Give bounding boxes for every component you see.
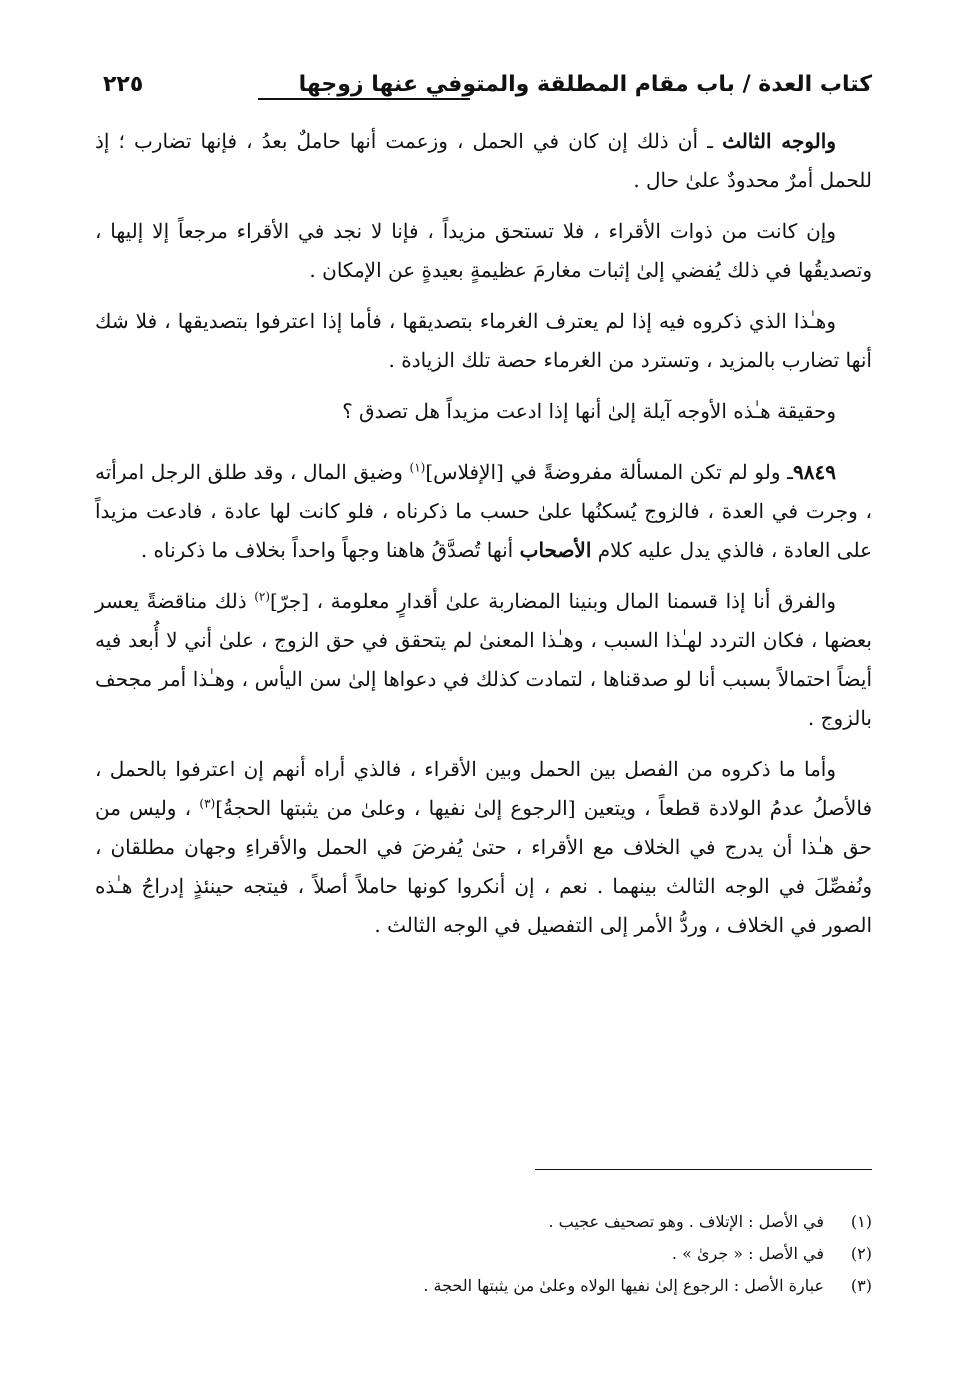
bold-term: الأصحاب bbox=[519, 538, 592, 562]
running-header bbox=[95, 72, 872, 112]
main-text bbox=[95, 122, 872, 957]
footnote bbox=[95, 1238, 872, 1270]
header-rule bbox=[258, 98, 470, 100]
paragraph: وأما ما ذكروه من الفصل بين الحمل وبين الأقراء ، فالذي أراه أنهم إن اعترفوا بالحمل ، فالأصلُ عدمُ الولادة قطعاً ، ويتعين [الرجوع إلىٰ نفيها ، وعلىٰ من يثبتها الحجةُ]$^{(٣)}$ ، وليس من حق هـٰذا أن يدرج في الخلاف مع الأقراء ، حتىٰ يُفرضَ في الحمل والأقراءِ وجهان مطلقان ، ونُفصِّلَ في الوجه الثالث بينهما . نعم ، إن أنكروا كونها حاملاً أصلاً ، فيتجه حينئذٍ إدراجُ هـٰذه الصور في الخلاف ، وردُّ الأمر إلى التفصيل في الوجه الثالث . bbox=[95, 757, 873, 937]
issue-number: ٩٨٤٩ bbox=[793, 460, 836, 484]
page-number: ٢٢٥ bbox=[103, 72, 144, 97]
footnotes bbox=[95, 1206, 872, 1302]
footnote-ref[interactable]: (٣) bbox=[199, 796, 216, 811]
paragraph: والفرق أنا إذا قسمنا المال وبنينا المضاربة علىٰ أقدارٍ معلومة ، [جرّ]$^{(٢)}$ ذلك مناقضةً يعسر بعضها ، فكان التردد لهـٰذا السبب ، وهـٰذا المعنىٰ لم يتحقق في حق الزوج ، علىٰ أني لا أُبعد فيه أيضاً احتمالاً بسبب أنا لو صدقناها ، لتمادت كذلك في دعواها إلىٰ سن اليأس ، وهـٰذا أمر مجحف بالزوج . bbox=[95, 589, 873, 730]
paragraph: ٩٨٤٩ـ ولو لم تكن المسألة مفروضةً في [الإفلاس]$^{(١)}$ وضيق المال ، وقد طلق الرجل امرأته ، وجرت في العدة ، فالزوج يُسكنُها علىٰ حسب ما ذكرناه ، فلو كانت لها عادة ، فادعت مزيداً على العادة ، فالذي يدل عليه كلام الأصحاب أنها تُصدَّقُ هاهنا وجهاً واحداً بخلاف ما ذكرناه . bbox=[95, 460, 872, 562]
footnote-ref[interactable]: (٢) bbox=[254, 589, 271, 604]
footnote-text: في الأصل : الإتلاف . وهو تصحيف عجيب . bbox=[548, 1212, 824, 1231]
paragraph: وإن كانت من ذوات الأقراء ، فلا تستحق مزيداً ، فإنا لا نجد في الأقراء مرجعاً إلا إليها ، وتصديقُها في ذلك يُفضي إلىٰ إثبات مغارمَ عظيمةٍ بعيدةٍ عن الإمكان . bbox=[95, 219, 872, 282]
footnote bbox=[95, 1270, 872, 1302]
paragraph-lead: والوجه الثالث bbox=[722, 129, 836, 153]
footnote-number: (٢) bbox=[850, 1244, 872, 1263]
paragraph: وهـٰذا الذي ذكروه فيه إذا لم يعترف الغرماء بتصديقها ، فأما إذا اعترفوا بتصديقها ، فلا شك أنها تضارب بالمزيد ، وتسترد من الغرماء حصة تلك الزيادة . bbox=[95, 309, 872, 372]
footnote-text: عبارة الأصل : الرجوع إلىٰ نفيها الولاه وعلىٰ من يثبتها الحجة . bbox=[423, 1276, 824, 1295]
paragraph: والوجه الثالث ـ أن ذلك إن كان في الحمل ، وزعمت أنها حاملٌ بعدُ ، فإنها تضارب ؛ إذ للحمل أمرٌ محدودٌ علىٰ حال . bbox=[95, 129, 872, 192]
footnote-number: (٣) bbox=[850, 1276, 872, 1295]
paragraph: وحقيقة هـٰذه الأوجه آيلة إلىٰ أنها إذا ادعت مزيداً هل تصدق ؟ bbox=[342, 399, 836, 423]
footnote bbox=[95, 1206, 872, 1238]
header-title: كتاب العدة / باب مقام المطلقة والمتوفي عنها زوجها bbox=[298, 72, 872, 97]
footnote-text: في الأصل : « جرىٰ » . bbox=[671, 1244, 824, 1263]
footnote-ref[interactable]: (١) bbox=[409, 460, 426, 475]
footnote-separator bbox=[535, 1169, 872, 1170]
footnote-number: (١) bbox=[850, 1212, 872, 1231]
